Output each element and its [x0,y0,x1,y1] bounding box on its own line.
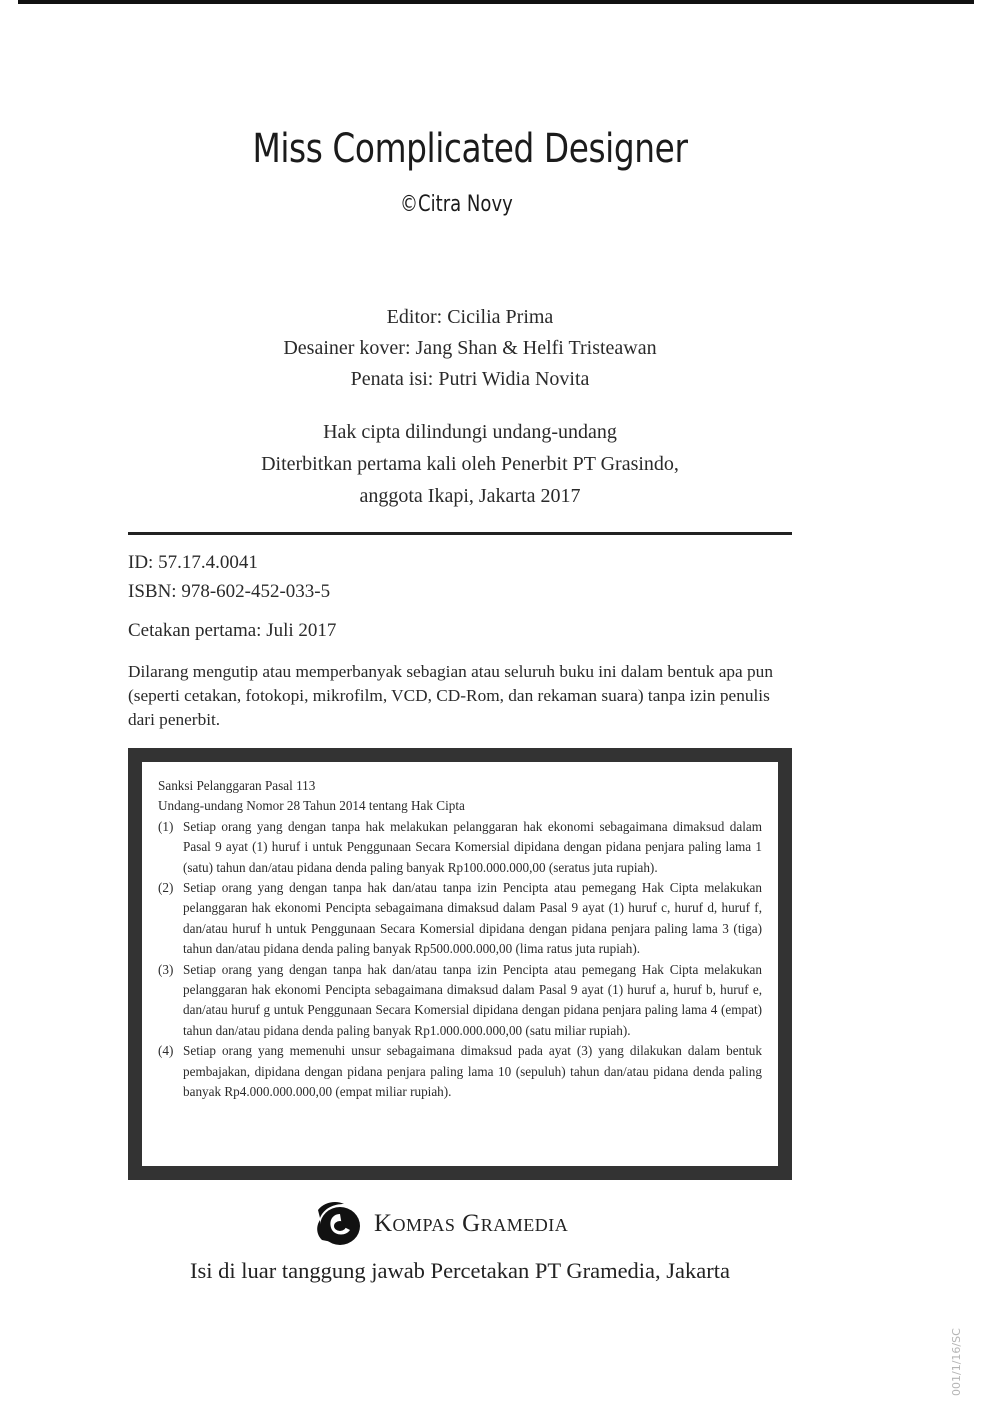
credits-block [160,302,780,395]
publisher-brand-name: Kompas Gramedia [374,1210,569,1237]
sanction-item-number: (1) [158,818,174,834]
sanction-heading: Sanksi Pelanggaran Pasal 113 [158,778,316,793]
first-print-date: Cetakan pertama: Juli 2017 [128,620,337,641]
top-border-rule [18,0,974,4]
sanction-item [158,960,762,1042]
sanction-item-text: Setiap orang yang dengan tanpa hak dan/atau tanpa izin Pencipta atau pemegang Hak Cipta melakukan pelanggaran hak ekonomi Pencipta sebagaimana dimaksud dalam Pasal 9 ayat (1) huruf c, huruf d, huruf f, dan/atau huruf h untuk Penggunaan Secara Komersial dipidana dengan pidana penjara paling lama 3 (tiga) tahun dan/atau pidana denda paling banyak Rp500.000.000,00 (lima ratus juta rupiah). [183,880,762,957]
sanction-item-text: Setiap orang yang memenuhi unsur sebagaimana dimaksud pada ayat (3) yang dilakukan dalam bentuk pembajakan, dipidana dengan pidana penjara paling lama 10 (sepuluh) tahun dan/atau pidana denda paling banyak Rp4.000.000.000,00 (empat miliar rupiah). [183,1043,762,1100]
sanction-item [158,1041,762,1102]
sanction-box [128,748,792,1180]
cover-designer-credit: Desainer kover: Jang Shan & Helfi Tristeawan [283,337,657,359]
sanction-item-text: Setiap orang yang dengan tanpa hak dan/atau tanpa izin Pencipta atau pemegang Hak Cipta melakukan pelanggaran hak ekonomi Pencipta sebagaimana dimaksud dalam Pasal 9 ayat (1) huruf a, huruf b, huruf e, dan/atau huruf g untuk Penggunaan Secara Komersial dipidana dengan pidana penjara paling lama 4 (empat) tahun dan/atau pidana denda paling banyak Rp1.000.000.000,00 (satu miliar rupiah). [183,961,762,1038]
print-code: 001/1/16/SC [950,1328,963,1396]
publisher-brand [310,1196,568,1252]
copyright-line-1: Hak cipta dilindungi undang-undang [323,421,617,443]
sanction-box-content [142,762,778,1166]
sanction-item-number: (2) [158,880,174,896]
identifier-block [128,548,330,606]
book-id: ID: 57.17.4.0041 [128,552,258,573]
copyright-line-3: anggota Ikapi, Jakarta 2017 [359,485,581,507]
book-author: ©Citra Novy [400,192,513,217]
book-title: Miss Complicated Designer [252,126,688,172]
sanction-item [158,817,762,878]
book-isbn: ISBN: 978-602-452-033-5 [128,581,331,602]
section-divider [128,532,792,535]
layout-credit: Penata isi: Putri Widia Novita [350,368,590,390]
reproduction-notice: Dilarang mengutip atau memperbanyak sebagian atau seluruh buku ini dalam bentuk apa pun (seperti cetakan, fotokopi, mikrofilm, VCD, CD-Rom, dan rekaman suara) tanpa izin penulis dari penerbit. [128,662,773,729]
editor-credit: Editor: Cicilia Prima [386,306,554,328]
kompas-gramedia-logo-icon [310,1196,366,1252]
sanction-law-reference: Undang-undang Nomor 28 Tahun 2014 tentang Hak Cipta [158,798,465,814]
printer-disclaimer: Isi di luar tanggung jawab Percetakan PT Gramedia, Jakarta [189,1258,731,1283]
sanction-item [158,878,762,960]
sanction-item-text: Setiap orang yang dengan tanpa hak melakukan pelanggaran hak ekonomi sebagaimana dimaksud dalam Pasal 9 ayat (1) huruf i untuk Penggunaan Secara Komersial dipidana dengan pidana penjara paling lama 1 (satu) tahun dan/atau pidana denda paling banyak Rp100.000.000,00 (seratus juta rupiah). [183,818,762,875]
copyright-line-2: Diterbitkan pertama kali oleh Penerbit PT Grasindo, [261,453,679,475]
copyright-block [160,416,780,512]
sanction-item-number: (4) [158,1043,174,1059]
sanction-item-number: (3) [158,961,174,977]
